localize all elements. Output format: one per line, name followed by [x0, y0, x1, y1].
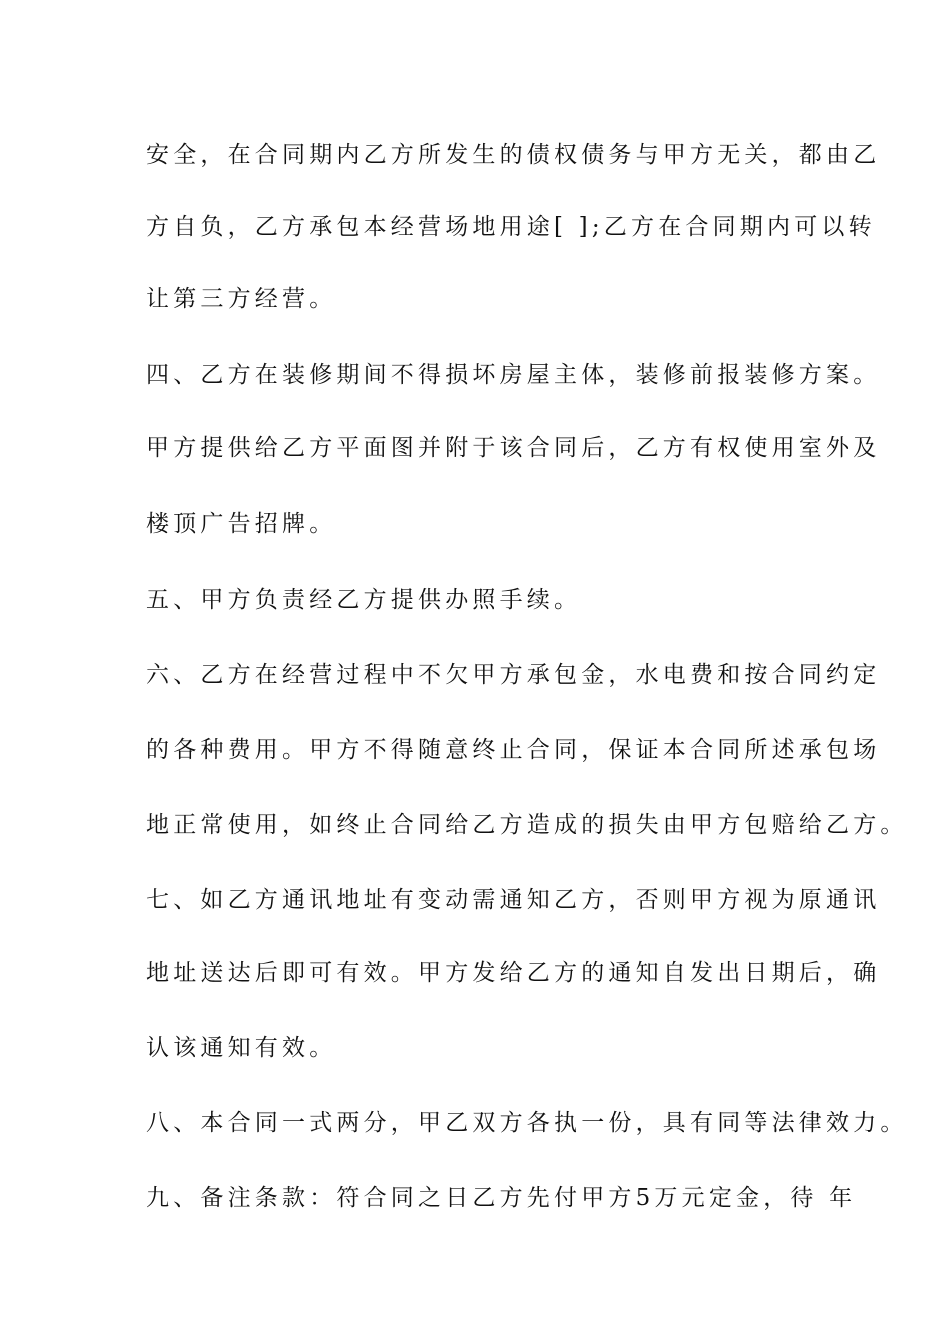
text-line: 八、本合同一式两分，甲乙双方各执一份，具有同等法律效力。	[146, 1110, 908, 1136]
text-line: 五、甲方负责经乙方提供办照手续。	[146, 587, 582, 613]
text-line: 认该通知有效。	[146, 1035, 337, 1061]
text-line: 的各种费用。甲方不得随意终止合同，保证本合同所述承包场	[146, 737, 881, 763]
text-line: 楼顶广告招牌。	[146, 511, 337, 537]
text-line: 地址送达后即可有效。甲方发给乙方的通知自发出日期后，确	[146, 960, 881, 986]
text-line: 甲方提供给乙方平面图并附于该合同后，乙方有权使用室外及	[146, 435, 881, 461]
text-line: 九、备注条款：符合同之日乙方先付甲方5万元定金，待 年	[146, 1185, 857, 1211]
text-line: 安全，在合同期内乙方所发生的债权债务与甲方无关，都由乙	[146, 142, 881, 168]
text-line: 七、如乙方通讯地址有变动需通知乙方，否则甲方视为原通讯	[146, 887, 881, 913]
text-line: 地正常使用，如终止合同给乙方造成的损失由甲方包赔给乙方。	[146, 812, 908, 838]
text-line: 四、乙方在装修期间不得损坏房屋主体，装修前报装修方案。	[146, 362, 881, 388]
text-line: 方自负，乙方承包本经营场地用途[ ];乙方在合同期内可以转	[146, 214, 876, 240]
text-line: 六、乙方在经营过程中不欠甲方承包金，水电费和按合同约定	[146, 662, 881, 688]
text-line: 让第三方经营。	[146, 286, 337, 312]
